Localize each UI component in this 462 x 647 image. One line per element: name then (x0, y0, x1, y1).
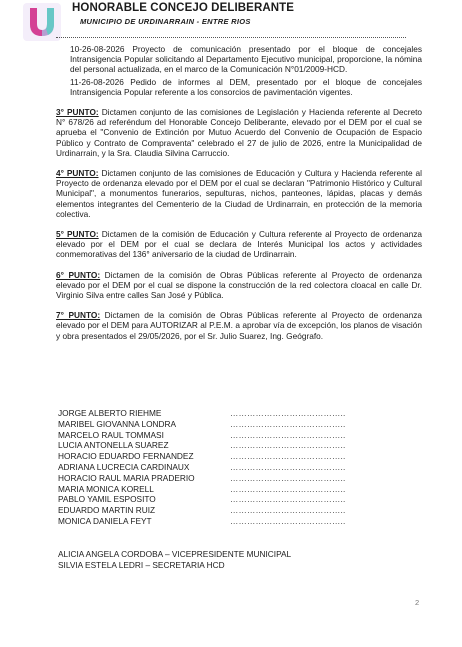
header-divider (56, 37, 406, 38)
punto-5 (56, 229, 422, 260)
signature-line: ………………………………….. (230, 483, 346, 494)
signatory-name: MARIBEL GIOVANNA LONDRA (58, 418, 177, 429)
signatory-row (58, 440, 345, 451)
punto-5-label: 5° PUNTO: (56, 229, 99, 240)
punto-3-text: Dictamen conjunto de las comisiones de Legislación y Hacienda referente al Decreto N° 678/26 ad referéndum del Honorable Concejo Deliberante, elevado por el DEM por el cual se aprueba el "Convenio de Extinción por Mutuo Acuerdo del Convenio de Ocupación de Espacio Público y Contrato de Compraventa" celebrado el 27 de julio de 2026, entre la Municipalidad de Urdinarrain, y la Sra. Claudia Silvina Carruccio. (56, 107, 423, 158)
signatories-list (58, 408, 345, 527)
council-title: HONORABLE CONCEJO DELIBERANTE (72, 2, 295, 14)
signatory-name: JORGE ALBERTO RIEHME (58, 408, 162, 418)
signatory-row (58, 473, 345, 484)
signatory-row (58, 516, 345, 527)
punto-4 (56, 168, 422, 219)
municipality-subtitle: MUNICIPIO DE URDINARRAIN - ENTRE RIOS (80, 17, 251, 26)
punto-6-label: 6° PUNTO: (56, 269, 101, 280)
agenda-body (56, 44, 422, 341)
signature-line: ………………………………….. (230, 440, 346, 451)
page-number: 2 (415, 598, 420, 607)
signatory-row (58, 494, 345, 505)
signature-line: ………………………………….. (230, 429, 346, 440)
punto-7 (56, 310, 422, 341)
signature-line: ………………………………….. (230, 461, 346, 472)
signatory-name: ADRIANA LUCRECIA CARDINAUX (58, 461, 190, 472)
signatory-row (58, 484, 345, 495)
document-header (0, 0, 462, 48)
signatory-name: HORACIO EDUARDO FERNANDEZ (58, 451, 194, 462)
punto-4-label: 4° PUNTO: (56, 168, 99, 179)
signatory-row (58, 451, 345, 462)
signature-line: ………………………………….. (230, 451, 346, 462)
punto-7-label: 7° PUNTO: (56, 310, 101, 321)
signature-line: ………………………………….. (230, 408, 346, 418)
signatory-name: MARIA MONICA KORELL (58, 483, 154, 494)
punto-7-text: Dictamen de la comisión de Obras Públicas referente al Proyecto de ordenanza elevado por el DEM para AUTORIZAR al P.E.M. a aprobar vía de excepción, los planos de visación y obra presentados el 29/05/2026, por el Sr. Julio Suarez, Ing. Geógrafo. (56, 310, 422, 341)
signatory-name: EDUARDO MARTIN RUIZ (58, 505, 156, 516)
authorities-block (58, 549, 291, 571)
punto-4-text: Dictamen conjunto de las comisiones de Educación y Cultura y Hacienda referente al Proyecto de ordenanza elevado por el DEM por el cual se declaran "Patrimonio Histórico y Cultural Municipal", a monumentos funerarios, sepulturas, nichos, panteones, lápidas, placas y demás elementos integrantes del Cementerio de la Ciudad de Urdinarrain, en protección de la memoria colectiva. (56, 168, 423, 219)
signatory-name: PABLO YAMIL ESPOSITO (58, 494, 156, 505)
punto-5-text: Dictamen de la comisión de Educación y Cultura referente al Proyecto de ordenanza elevado por el DEM por el cual se declara de Interés Municipal los actos y actividades conmemorativas del 136° aniversario de la ciudad de Urdinarrain. (56, 229, 422, 260)
vicepresident-line: ALICIA ANGELA CORDOBA – VICEPRESIDENTE MUNICIPAL (58, 549, 292, 559)
agenda-bullet-11: 11-26-08-2026 Pedido de informes al DEM, presentado por el bloque de concejales Intransigencia Popular referente a los consorcios de pavimentación vigentes. (70, 76, 422, 97)
punto-3-label: 3° PUNTO: (56, 107, 99, 118)
signatory-row (58, 408, 345, 419)
signatory-row (58, 430, 345, 441)
signature-line: ………………………………….. (230, 472, 346, 483)
signatory-row (58, 505, 345, 516)
secretary-line: SILVIA ESTELA LEDRI – SECRETARIA HCD (58, 559, 225, 570)
signature-line: ………………………………….. (230, 505, 346, 516)
signatory-name: MONICA DANIELA FEYT (58, 515, 152, 526)
signatory-name: HORACIO RAUL MARIA PRADERIO (58, 472, 195, 483)
signatory-name: LUCIA ANTONELLA SUAREZ (58, 440, 169, 451)
signatory-row (58, 419, 345, 430)
council-logo (22, 2, 62, 42)
signatory-name: MARCELO RAUL TOMMASI (58, 429, 164, 440)
signature-line: ………………………………….. (230, 494, 346, 505)
signature-line: ………………………………….. (230, 515, 346, 526)
punto-6 (56, 270, 422, 301)
signatory-row (58, 462, 345, 473)
signature-line: ………………………………….. (230, 418, 346, 429)
agenda-bullet-10: 10-26-08-2026 Proyecto de comunicación presentado por el bloque de concejales Intransigencia Popular solicitando al Departamento Ejecutivo municipal, proporcione, la nómina del personal actualizada, en el marco de la Comunicación N°01/2009-HCD. (70, 44, 422, 75)
punto-3 (56, 107, 422, 158)
punto-6-text: Dictamen de la comisión de Obras Públicas referente al Proyecto de ordenanza elevado por el DEM por el cual se dispone la construcción de la red colectora cloacal en calle Dr. Virginio Silva entre calles San José y Pública. (56, 269, 422, 301)
